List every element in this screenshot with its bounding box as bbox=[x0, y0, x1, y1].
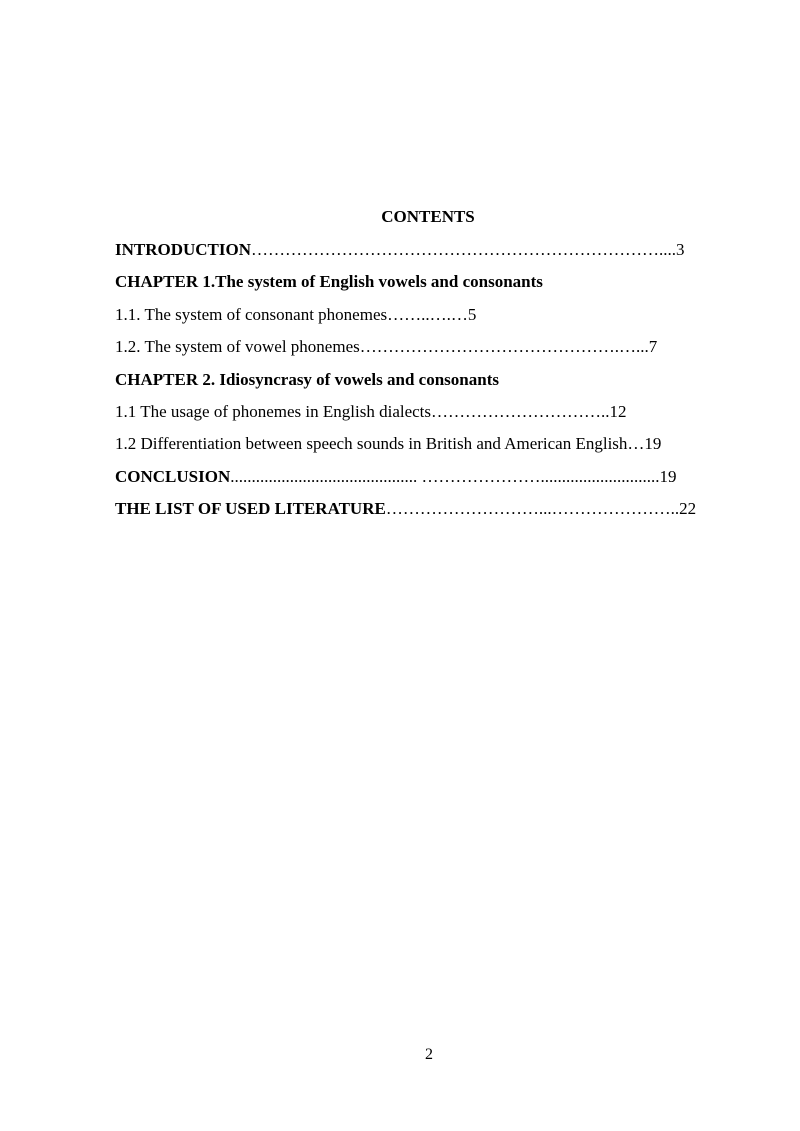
toc-entry-introduction bbox=[115, 238, 745, 270]
toc-entry-2-1 bbox=[115, 400, 745, 432]
toc-heading: CONCLUSION bbox=[115, 466, 231, 486]
toc-heading: CHAPTER 2. Idiosyncrasy of vowels and consonants bbox=[115, 369, 499, 389]
page-number: 2 bbox=[425, 1046, 433, 1063]
toc-leader: ………………………...…………………..22 bbox=[385, 499, 697, 519]
toc-heading: CHAPTER 1.The system of English vowels and consonants bbox=[115, 272, 543, 292]
toc-leader: ………………………………………………………………....3 bbox=[251, 240, 685, 259]
toc-entry-chapter-2 bbox=[115, 368, 745, 400]
toc-entry-conclusion bbox=[115, 465, 745, 497]
toc-text: 1.2 Differentiation between speech sounds in British and American English…19 bbox=[115, 434, 662, 454]
toc-heading: INTRODUCTION bbox=[115, 240, 252, 259]
contents-title: CONTENTS bbox=[381, 207, 475, 226]
toc-entry-chapter-1 bbox=[115, 270, 745, 302]
toc-entry-2-2 bbox=[115, 432, 745, 464]
toc-text: 1.1 The usage of phonemes in English dialects…………………………..12 bbox=[115, 401, 627, 421]
toc-entry-1-1 bbox=[115, 303, 745, 335]
table-of-contents bbox=[115, 238, 745, 530]
toc-entry-literature bbox=[115, 497, 745, 529]
toc-text: 1.2. The system of vowel phonemes……………………………………….…...7 bbox=[115, 337, 658, 357]
toc-leader: ............................................ …………………............................19 bbox=[230, 466, 677, 486]
toc-entry-1-2 bbox=[115, 335, 745, 367]
toc-text: 1.1. The system of consonant phonemes……..….…5 bbox=[115, 304, 477, 324]
toc-heading: THE LIST OF USED LITERATURE bbox=[115, 499, 386, 519]
